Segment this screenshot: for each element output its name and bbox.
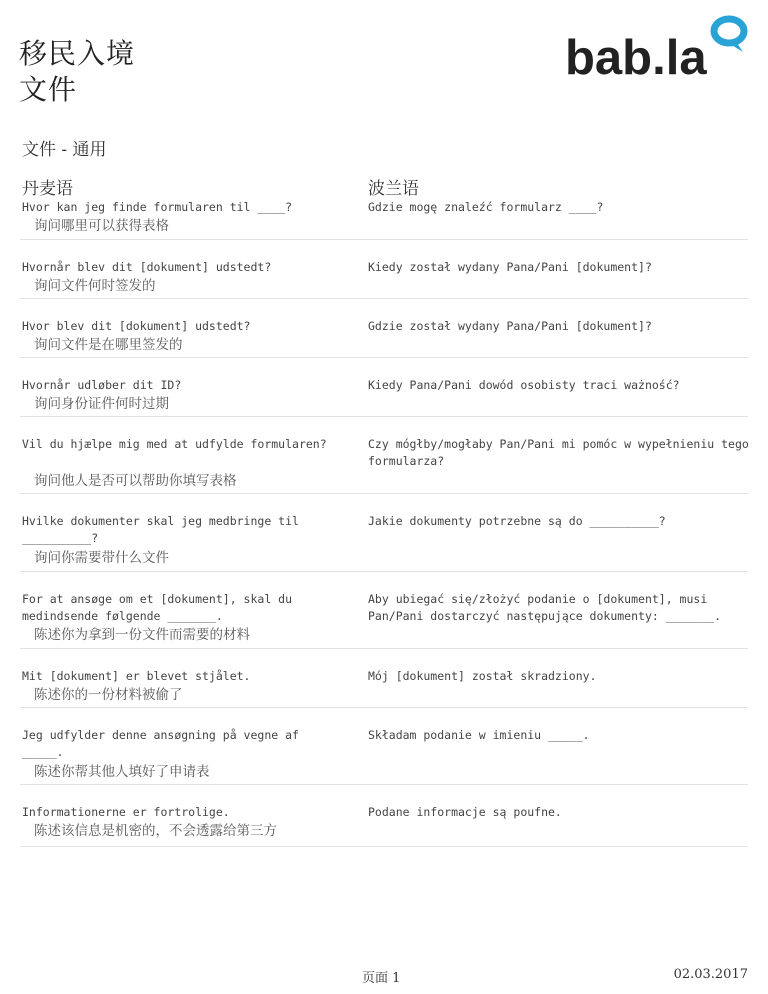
logo-wordmark: bab.la — [565, 31, 707, 80]
phrase-explanation: 询问身份证件何时过期 — [34, 396, 169, 412]
phrase-explanation: 陈述你为拿到一份文件而需要的材料 — [34, 627, 250, 643]
page-number: 页面 1 — [362, 971, 401, 986]
title-line-2: 文件 — [19, 73, 78, 106]
phrase-explanation: 询问文件是在哪里签发的 — [34, 337, 183, 353]
phrase-polish: Składam podanie w imieniu _____. — [368, 728, 590, 742]
phrase-explanation: 陈述你帮其他人填好了申请表 — [34, 764, 210, 780]
phrase-polish: Kiedy Pana/Pani dowód osobisty traci ważność? — [368, 378, 680, 392]
phrase-row — [0, 708, 768, 785]
phrase-row — [0, 240, 768, 299]
phrase-polish: Mój [dokument] został skradziony. — [368, 669, 597, 683]
phrase-danish: Hvornår udløber dit ID? — [22, 378, 182, 392]
phrase-row — [0, 649, 768, 708]
phrase-danish: Hvornår blev dit [dokument] udstedt? — [22, 260, 272, 274]
column-header-danish: 丹麦语 — [22, 179, 73, 199]
phrase-danish: Informationerne er fortrolige. — [22, 805, 230, 819]
phrase-polish: Podane informacje są poufne. — [368, 805, 562, 819]
phrase-polish: Gdzie mogę znaleźć formularz ____? — [368, 200, 604, 214]
row-divider — [20, 846, 748, 847]
phrase-explanation: 陈述该信息是机密的，不会透露给第三方 — [34, 823, 277, 839]
babla-logo — [565, 14, 755, 80]
section-title: 文件 - 通用 — [22, 140, 107, 160]
phrase-explanation: 陈述你的一份材料被偷了 — [34, 687, 183, 703]
phrase-polish: Jakie dokumenty potrzebne są do __________? — [368, 514, 666, 528]
phrase-explanation: 询问你需要带什么文件 — [34, 550, 169, 566]
phrase-danish: Hvor kan jeg finde formularen til ____? — [22, 200, 293, 214]
phrase-danish: Mit [dokument] er blevet stjålet. — [22, 669, 251, 683]
phrase-polish: Kiedy został wydany Pana/Pani [dokument]? — [368, 260, 652, 274]
phrase-explanation: 询问文件何时签发的 — [34, 278, 156, 294]
phrase-polish: Czy mógłby/mogłaby Pan/Pani mi pomóc w wypełnieniu tego formularza? — [368, 437, 756, 468]
phrase-row — [0, 299, 768, 358]
phrase-table — [0, 194, 768, 847]
phrase-danish: Jeg udfylder denne ansøgning på vegne af _____. — [22, 728, 306, 759]
phrase-danish: Hvilke dokumenter skal jeg medbringe til __________? — [22, 514, 306, 545]
phrase-explanation: 询问他人是否可以帮助你填写表格 — [34, 473, 237, 489]
phrase-row — [0, 194, 768, 240]
phrase-polish: Gdzie został wydany Pana/Pani [dokument]? — [368, 319, 652, 333]
phrase-polish: Aby ubiegać się/złożyć podanie o [dokument], musi Pan/Pani dostarczyć następujące dokumenty: _______. — [368, 592, 722, 623]
phrase-row — [0, 358, 768, 417]
phrase-danish: Hvor blev dit [dokument] udstedt? — [22, 319, 251, 333]
phrase-row — [0, 572, 768, 649]
phrase-row — [0, 417, 768, 494]
phrase-danish: Vil du hjælpe mig med at udfylde formularen? — [22, 437, 327, 451]
speech-bubble-icon — [714, 19, 744, 52]
document-title — [19, 36, 135, 108]
document-date: 02.03.2017 — [673, 967, 748, 982]
phrase-explanation: 询问哪里可以获得表格 — [34, 218, 169, 234]
column-header-polish: 波兰语 — [368, 179, 419, 199]
phrase-row — [0, 494, 768, 572]
title-line-1: 移民入境 — [19, 37, 136, 70]
phrase-row — [0, 785, 768, 847]
phrase-danish: For at ansøge om et [dokument], skal du medindsende følgende _______. — [22, 592, 299, 623]
